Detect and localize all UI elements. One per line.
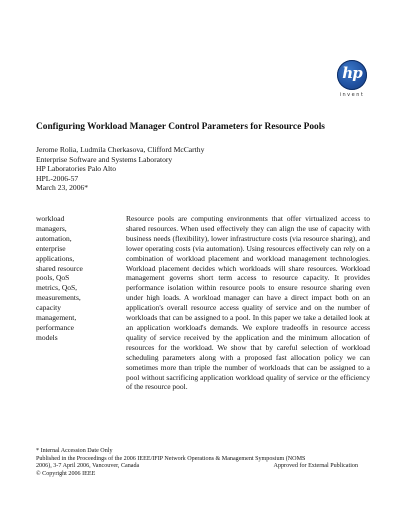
report-date: March 23, 2006*: [36, 183, 89, 193]
accession-note: * Internal Accession Date Only: [36, 448, 113, 454]
keyword: shared resource: [36, 263, 83, 273]
lab-name: Enterprise Software and Systems Laboratory: [36, 154, 173, 164]
keyword: capacity: [36, 303, 61, 313]
keyword: measurements,: [36, 293, 81, 303]
keywords-list: [36, 214, 106, 343]
abstract-text: Resource pools are computing environments that offer virtualized access to shared resources. When used effectively they can align the use of capacity with business needs (flexibility), lower infrastructure costs (via resource sharing), and lower operating costs (via automation). Using resources effectively can rely on a combination of workload placement and workload management technologies. Workload placement decides which workloads will share resources. Workload management governs short term access to resource capacity. It provides performance isolation within resource pools to ensure resource sharing even under high loads. A workload manager can have a direct impact both on an application's overall resource access quality of service and on the number of workloads that can be assigned to a pool. In this paper we take a detailed look at an application workload's demands. We explore tradeoffs in resource access quality of service received by the application and the minimum allocation of resources for the workload. We show that by careful selection of workload scheduling parameters along with a proposed fast allocation policy we can sometimes more than triple the number of workloads that can be assigned to a pool without sacrificing application workload quality of service or the efficiency of the resource pool.: [126, 214, 370, 392]
organization: HP Laboratories Palo Alto: [36, 164, 117, 174]
keyword: management,: [36, 313, 77, 323]
location-note: 2006), 3-7 April 2006, Vancouver, Canada: [36, 463, 140, 470]
hp-logo-letters: hp: [342, 64, 362, 82]
location-row: [36, 463, 376, 471]
keyword: metrics, QoS,: [36, 283, 78, 293]
authors: Jerome Rolia, Ludmila Cherkasova, Clifford McCarthy: [36, 145, 205, 154]
approval-note: Approved for External Publication: [273, 463, 358, 470]
keyword: managers,: [36, 223, 67, 233]
keyword: automation,: [36, 233, 72, 243]
keyword: pools, QoS: [36, 273, 70, 283]
paper-title: Configuring Workload Manager Control Parameters for Resource Pools: [36, 122, 325, 132]
report-number: HPL-2006-57: [36, 173, 79, 183]
hp-logo-word: invent: [339, 92, 365, 98]
keyword: enterprise: [36, 243, 66, 253]
report-info: [36, 145, 204, 193]
publication-note: Published in the Proceedings of the 2006 IEEE/IFIP Network Operations & Management Symposium (NOMS: [36, 455, 306, 462]
footnotes: [36, 448, 376, 478]
keyword: models: [36, 332, 58, 342]
keyword: applications,: [36, 253, 75, 263]
hp-logo: [333, 60, 371, 98]
keyword: performance: [36, 322, 74, 332]
hp-logo-mark: [337, 60, 367, 90]
keyword: workload: [36, 214, 65, 223]
copyright-note: © Copyright 2006 IEEE: [36, 470, 96, 477]
